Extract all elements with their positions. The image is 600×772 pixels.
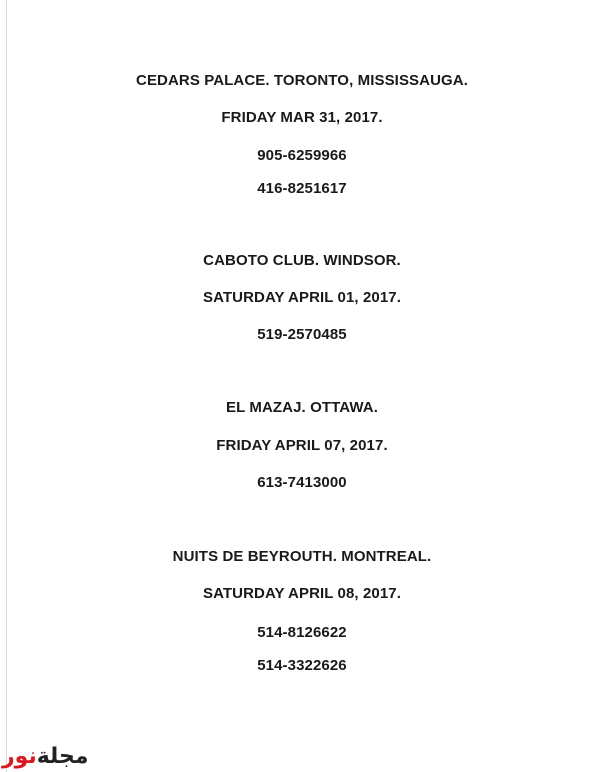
event-1-phone-1: 905-6259966 — [257, 147, 347, 164]
event-2-venue: CABOTO CLUB. WINDSOR. — [203, 252, 401, 269]
event-4-phone-1: 514-8126622 — [257, 624, 347, 641]
event-4-venue: NUITS DE BEYROUTH. MONTREAL. — [172, 548, 432, 565]
event-1-date: FRIDAY MAR 31, 2017. — [221, 109, 383, 126]
event-1-venue: CEDARS PALACE. TORONTO, MISSISSAUGA. — [136, 72, 468, 89]
event-2-phone-1: 519-2570485 — [257, 326, 347, 343]
event-4-date: SATURDAY APRIL 08, 2017. — [202, 585, 402, 602]
watermark-logo — [2, 742, 93, 770]
event-4-phone-2: 514-3322626 — [257, 657, 347, 674]
event-2-date: SATURDAY APRIL 01, 2017. — [202, 289, 402, 306]
event-1-phone-2: 416-8251617 — [257, 180, 347, 197]
event-3-phone-1: 613-7413000 — [257, 474, 347, 491]
watermark-red-word: نور — [2, 744, 37, 769]
watermark-dark-word: مجلة — [36, 744, 89, 769]
event-3-venue: EL MAZAJ. OTTAWA. — [226, 399, 378, 416]
event-3-date: FRIDAY APRIL 07, 2017. — [216, 437, 388, 454]
